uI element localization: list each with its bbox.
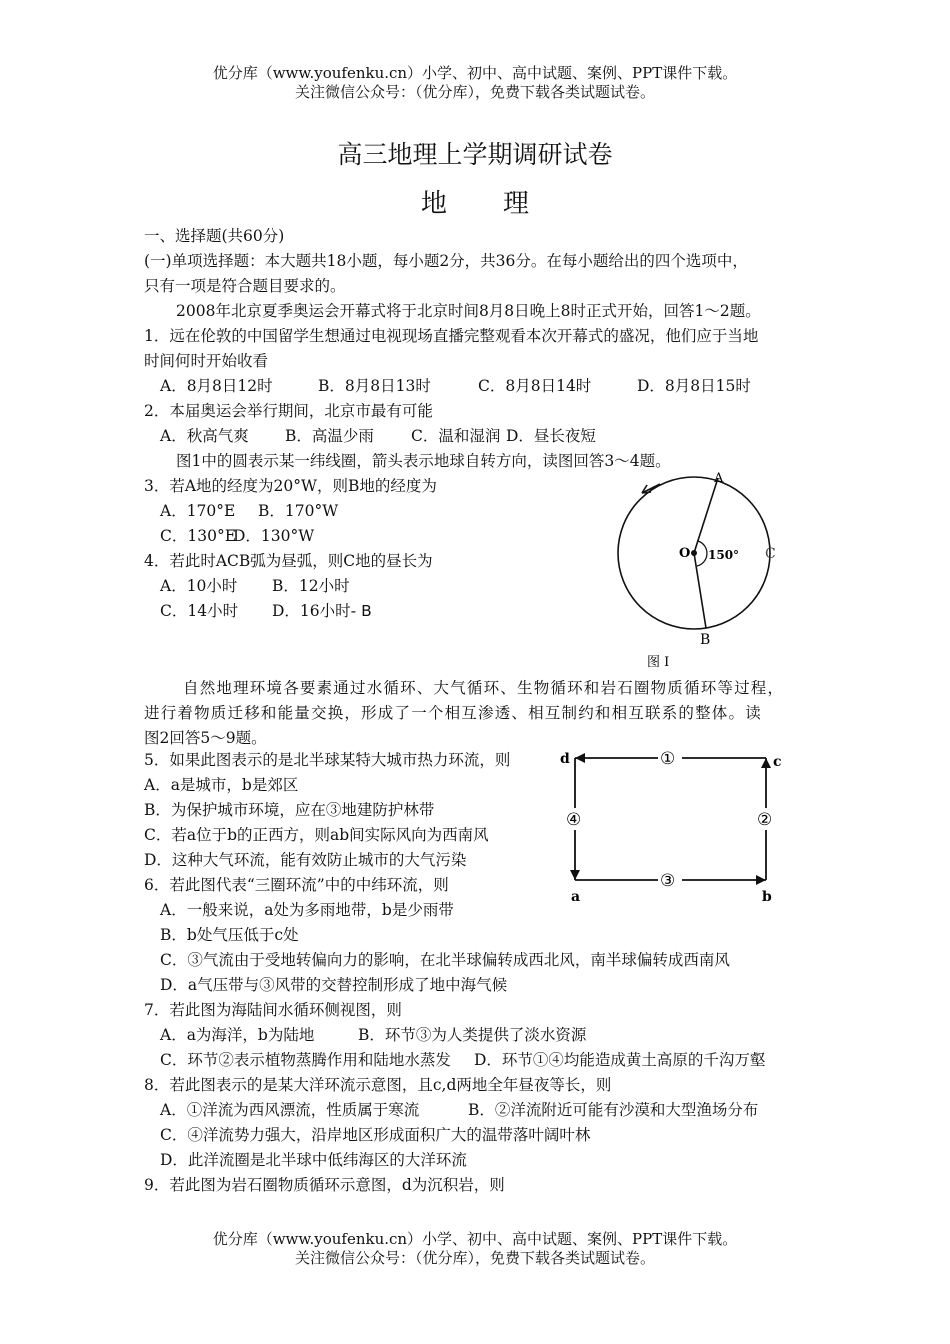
figure-1-caption: 图 I <box>647 655 670 670</box>
q3-stem: 3．若A地的经度为20°W，则B地的经度为 <box>144 477 437 495</box>
label-a: A <box>714 471 724 486</box>
q5-stem: 5．如果此图表示的是北半球某特大城市热力环流，则 <box>144 751 511 769</box>
q4-stray-answer: - B <box>350 602 372 620</box>
header-line-1: 优分库（www.youfenku.cn）小学、初中、高中试题、案例、PPT课件下载。 <box>212 64 738 82</box>
q2-option-c: C．温和湿润 <box>411 427 501 445</box>
page-subtitle <box>0 183 950 220</box>
label-c: C <box>765 546 776 562</box>
corner-a: a <box>571 889 581 905</box>
edge-2-label: ② <box>757 810 773 830</box>
intro-q5-9-line-1: 自然地理环境各要素通过水循环、大气循环、生物循环和岩石圈物质循环等过程， <box>183 679 785 697</box>
page-title: 高三地理上学期调研试卷 <box>337 140 613 169</box>
q8-option-b: B．②洋流附近可能有沙漠和大型渔场分布 <box>468 1101 759 1119</box>
q4-option-c: C．14小时 <box>160 602 239 620</box>
intro-q1-2: 2008年北京夏季奥运会开幕式将于北京时间8月8日晚上8时正式开始，回答1～2题。 <box>176 302 761 320</box>
q7-stem: 7．若此图为海陆间水循环侧视图，则 <box>144 1001 402 1019</box>
q1-option-c: C．8月8日14时 <box>478 377 592 395</box>
q5-option-b: B．为保护城市环境，应在③地建防护林带 <box>144 801 435 819</box>
intro-q3-4: 图1中的圆表示某一纬线圈，箭头表示地球自转方向，读图回答3～4题。 <box>176 452 671 470</box>
q5-option-d: D．这种大气环流，能有效防止城市的大气污染 <box>144 851 467 869</box>
q7-option-a: A．a为海洋，b为陆地 <box>160 1026 315 1044</box>
center-point <box>691 550 697 556</box>
q8-stem: 8．若此图表示的是某大洋环流示意图，且c,d两地全年昼夜等长，则 <box>144 1076 612 1094</box>
footer-line-1: 优分库（www.youfenku.cn）小学、初中、高中试题、案例、PPT课件下载。 <box>212 1230 738 1248</box>
subtitle-char-2: 理 <box>503 189 530 219</box>
q9-stem: 9．若此图为岩石圈物质循环示意图，d为沉积岩，则 <box>144 1176 505 1194</box>
q6-stem: 6．若此图代表“三圈环流”中的中纬环流，则 <box>144 876 449 894</box>
q4-option-d <box>272 599 372 623</box>
radius-oa <box>694 478 718 553</box>
q5-option-a: A．a是城市，b是郊区 <box>144 776 299 794</box>
edge-2-arrow-icon <box>761 758 771 768</box>
section-heading: 一、选择题(共60分) <box>144 227 285 245</box>
q2-stem: 2．本届奥运会举行期间，北京市最有可能 <box>144 402 433 420</box>
footer-line-2: 关注微信公众号：（优分库），免费下载各类试题试卷。 <box>294 1249 655 1267</box>
q8-option-a: A．①洋流为西风漂流，性质属于寒流 <box>160 1101 420 1119</box>
q6-option-a: A．一般来说，a处为多雨地带，b是少雨带 <box>160 901 454 919</box>
q3-option-b: B．170°W <box>258 502 339 520</box>
intro-q5-9-line-2: 进行着物质迁移和能量交换，形成了一个相互渗透、相互制约和相互联系的整体。读 <box>144 704 762 722</box>
corner-d: d <box>560 751 570 767</box>
q6-option-d: D．a气压带与③风带的交替控制形成了地中海气候 <box>160 976 508 994</box>
q8-option-d: D．此洋流圈是北半球中低纬海区的大洋环流 <box>160 1151 467 1169</box>
q4-option-b: B．12小时 <box>272 577 350 595</box>
edge-1-label: ① <box>660 749 676 769</box>
edge-4-label: ④ <box>566 810 582 830</box>
q7-option-c: C．环节②表示植物蒸腾作用和陆地水蒸发 <box>160 1051 451 1069</box>
q1-option-a: A．8月8日12时 <box>160 377 273 395</box>
header-line-2: 关注微信公众号：（优分库），免费下载各类试题试卷。 <box>294 83 655 101</box>
q7-option-d: D．环节①④均能造成黄土高原的千沟万壑 <box>474 1051 766 1069</box>
edge-1-arrow-icon <box>575 753 585 763</box>
label-b: B <box>700 632 711 648</box>
q2-option-d: D．昼长夜短 <box>506 427 596 445</box>
q1-option-b: B．8月8日13时 <box>318 377 431 395</box>
intro-q5-9-line-3: 图2回答5～9题。 <box>144 729 267 747</box>
q1-option-d: D．8月8日15时 <box>637 377 751 395</box>
angle-arc <box>697 541 707 566</box>
corner-c: c <box>773 754 782 770</box>
q6-option-b: B．b处气压低于c处 <box>160 926 299 944</box>
q3-option-c: C．130°E <box>160 527 237 545</box>
figure-1-latitude-circle <box>600 466 800 676</box>
q5-option-c: C．若a位于b的正西方，则ab间实际风向为西南风 <box>144 826 489 844</box>
edge-3-label: ③ <box>660 871 676 891</box>
q3-option-a: A．170°E <box>160 502 236 520</box>
q2-option-b: B．高温少雨 <box>285 427 374 445</box>
q4-option-d-text: D．16小时 <box>272 602 351 620</box>
label-o: O <box>679 546 691 561</box>
corner-b: b <box>762 889 772 905</box>
q1-stem-1: 1．远在伦敦的中国留学生想通过电视现场直播完整观看本次开幕式的盛况，他们应于当地 <box>144 327 759 345</box>
q4-stem: 4．若此时ACB弧为昼弧，则C地的昼长为 <box>144 552 433 570</box>
q2-option-a: A．秋高气爽 <box>160 427 249 445</box>
angle-label: 150° <box>708 548 740 562</box>
subtitle-char-1: 地 <box>420 189 447 219</box>
edge-4-arrow-icon <box>570 870 580 880</box>
q1-stem-2: 时间何时开始收看 <box>144 352 269 370</box>
edge-3-arrow-icon <box>756 875 766 885</box>
figure-2-cycle-diagram <box>556 742 796 910</box>
q8-option-c: C．④洋流势力强大，沿岸地区形成面积广大的温带落叶阔叶林 <box>160 1126 591 1144</box>
instructions-line-1: (一)单项选择题：本大题共18小题，每小题2分，共36分。在每小题给出的四个选项中， <box>144 252 748 270</box>
q7-option-b: B．环节③为人类提供了淡水资源 <box>358 1026 587 1044</box>
q4-option-a: A．10小时 <box>160 577 238 595</box>
q6-option-c: C．③气流由于受地转偏向力的影响，在北半球偏转成西北风，南半球偏转成西南风 <box>160 951 730 969</box>
q3-option-d: D．130°W <box>233 527 315 545</box>
instructions-line-2: 只有一项是符合题目要求的。 <box>144 277 346 295</box>
